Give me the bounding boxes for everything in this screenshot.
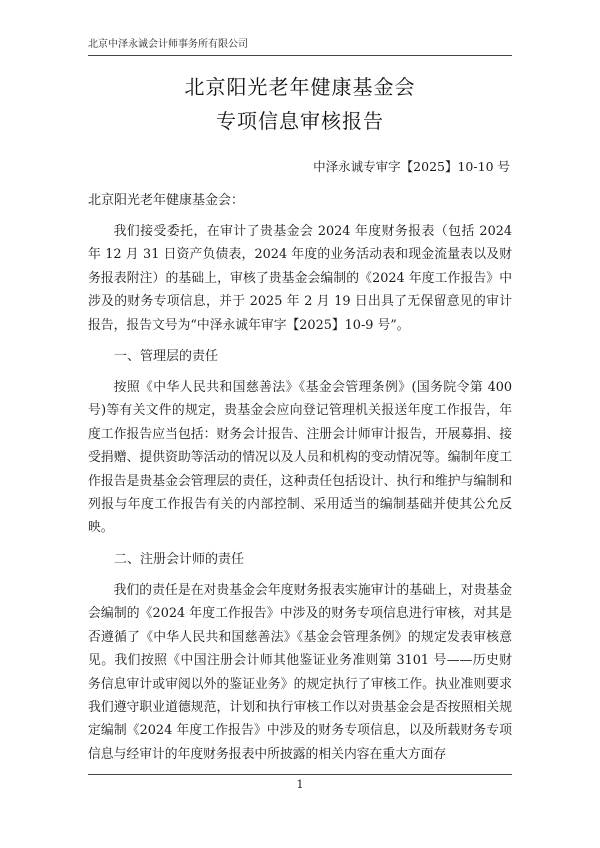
- document-number: 中泽永诚专审字【2025】10-10 号: [313, 159, 510, 174]
- report-title-line2: 专项信息审核报告: [216, 109, 384, 133]
- footer-rule: [88, 774, 512, 775]
- section2-heading: 二、注册会计师的责任: [114, 552, 245, 567]
- section2-text: 我们的责任是在对贵基金会年度财务报表实施审计的基础上，对贵基金会编制的《2024 年度工作报告》中涉及的财务专项信息进行审核，对其是否遵循了《中华人民共和国慈善法》《基金会管理条例》的规定发表审核意见。我们按照《中国注册会计师其他鉴证业务准则第 3101 号——历史财务信息审计或审阅以外的鉴证业务》的规定执行了审核工作。执业准则要求我们遵守职业道德规范，计划和执行审核工作以对贵基金会是否按照相关规定编制《2024 年度工作报告》中涉及的财务专项信息，以及所载财务专项信息与经审计的年度财务报表中所披露的相关内容在重大方面存: [88, 583, 512, 762]
- section2-paragraph: [88, 579, 512, 766]
- addressee: 北京阳光老年健康基金会：: [88, 193, 245, 208]
- section1-paragraph: [88, 376, 512, 540]
- report-title-line1: 北京阳光老年健康基金会: [184, 75, 416, 99]
- section1-heading: 一、管理层的责任: [114, 349, 219, 364]
- section1-text: 按照《中华人民共和国慈善法》《基金会管理条例》(国务院令第 400 号)等有关文件的规定，贵基金会应向登记管理机关报送年度工作报告，年度工作报告应当包括：财务会计报告、注册会计师审计报告，开展募捐、接受捐赠、提供资助等活动的情况以及人员和机构的变动情况等。编制年度工作报告是贵基金会管理层的责任，这种责任包括设计、执行和维护与编制和列报与年度工作报告有关的内部控制、采用适当的编制基础并使其公允反映。: [88, 380, 512, 536]
- intro-text: 我们接受委托，在审计了贵基金会 2024 年度财务报表（包括 2024 年 12 月 31 日资产负债表，2024 年度的业务活动表和现金流量表以及财务报表附注）的基础上，审核了贵基金会编制的《2024 年度工作报告》中涉及的财务专项信息，并于 2025 年 2 月 19 日出具了无保留意见的审计报告，报告文号为“中泽永诚年审字【2025】10-9 号”。: [88, 224, 512, 333]
- header-rule: [88, 55, 512, 56]
- intro-paragraph: [88, 220, 512, 337]
- running-header: 北京中泽永诚会计师事务所有限公司: [88, 39, 248, 50]
- page-number: 1: [296, 778, 304, 791]
